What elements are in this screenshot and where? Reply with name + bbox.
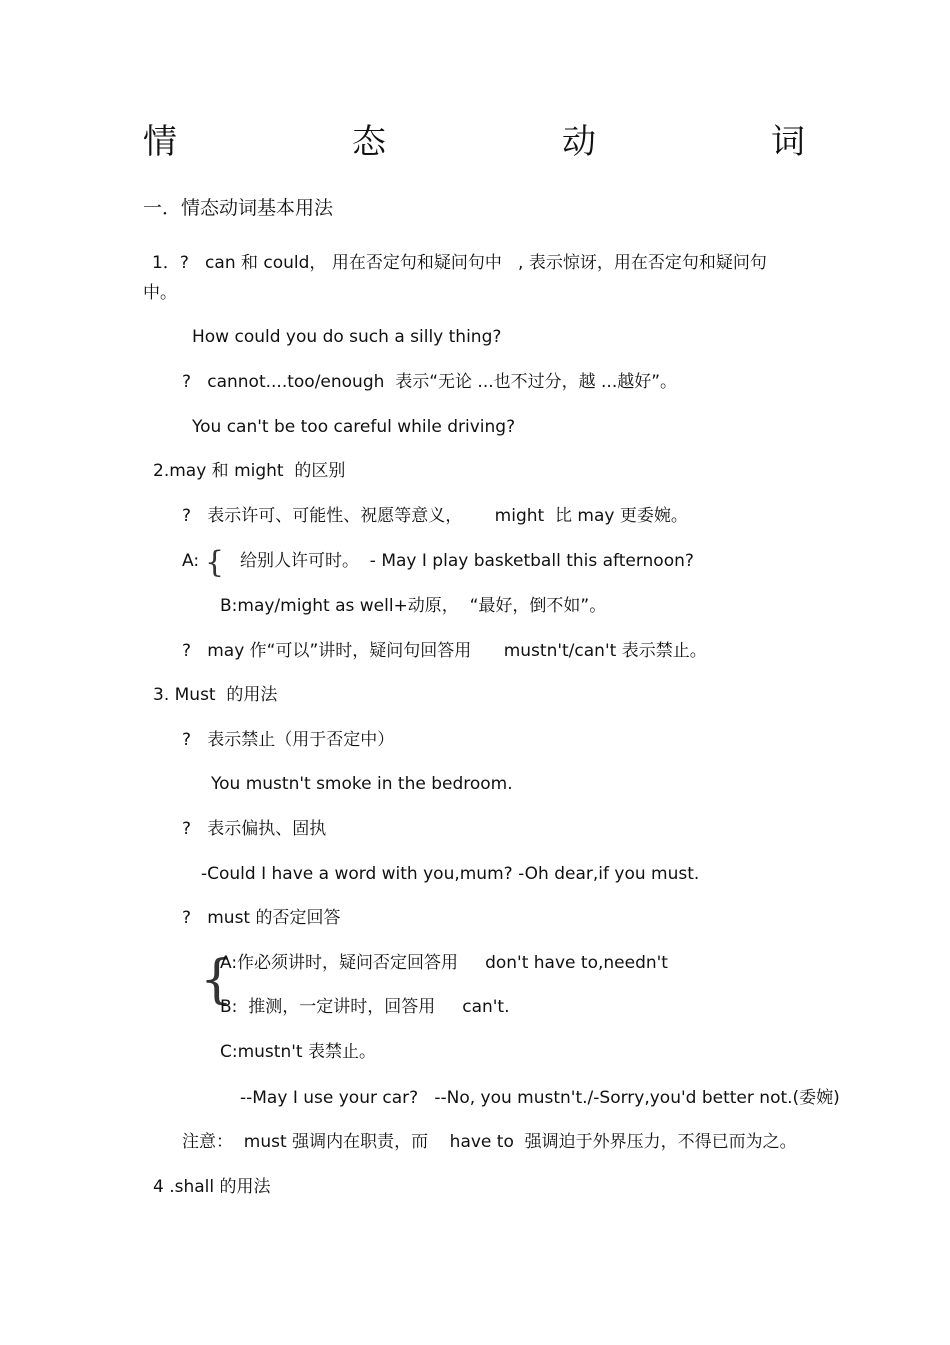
item2-bullet2: ? may 作“可以”讲时，疑问句回答用 mustn't/can't 表示禁止。 bbox=[182, 641, 707, 661]
item3-bullet1: ? 表示禁止（用于否定中） bbox=[182, 730, 395, 750]
item1-example1: How could you do such a silly thing? bbox=[192, 327, 502, 347]
item1-line2: 中。 bbox=[143, 283, 177, 303]
title-char-3: 动 bbox=[562, 122, 596, 162]
item3-example2: -Could I have a word with you,mum? -Oh dear,if you must. bbox=[201, 864, 700, 884]
item4-heading: 4 .shall 的用法 bbox=[153, 1177, 271, 1197]
section-heading: 一．情态动词基本用法 bbox=[143, 197, 334, 219]
item3-a-text: A:作必须讲时，疑问否定回答用 don't have to,needn't bbox=[220, 953, 668, 973]
brace-icon: { bbox=[205, 545, 225, 580]
item3-example1: You mustn't smoke in the bedroom. bbox=[211, 774, 513, 794]
brace-icon: { bbox=[200, 950, 234, 1010]
item3-note: 注意： must 强调内在职责，而 have to 强调迫于外界压力，不得已而为之。 bbox=[182, 1132, 797, 1152]
item2-a-text: 给别人许可时。 - May I play basketball this afternoon? bbox=[240, 551, 694, 571]
item2-b-text: B:may/might as well+动原， “最好，倒不如”。 bbox=[220, 596, 607, 616]
item2-bullet1: ? 表示许可、可能性、祝愿等意义， might 比 may 更委婉。 bbox=[182, 506, 688, 526]
item1-bullet2: ? cannot....too/enough 表示“无论 ...也不过分，越 ...越好”。 bbox=[182, 372, 678, 392]
item3-bullet3: ? must 的否定回答 bbox=[182, 908, 341, 928]
item2-heading: 2.may 和 might 的区别 bbox=[153, 461, 346, 481]
item3-example3: --May I use your car? --No, you mustn't./-Sorry,you'd better not.(委婉) bbox=[240, 1088, 840, 1108]
title-char-4: 词 bbox=[771, 122, 805, 162]
item1-example2: You can't be too careful while driving? bbox=[192, 417, 516, 437]
item3-heading: 3. Must 的用法 bbox=[153, 685, 278, 705]
item1-line1: 1．? can 和 could， 用在否定句和疑问句中 , 表示惊讶，用在否定句和疑问句 bbox=[152, 253, 767, 273]
item3-c-text: C:mustn't 表禁止。 bbox=[220, 1042, 376, 1062]
title-char-2: 态 bbox=[352, 122, 386, 162]
item3-b-text: B: 推测，一定讲时，回答用 can't. bbox=[220, 997, 510, 1017]
item3-bullet2: ? 表示偏执、固执 bbox=[182, 819, 327, 839]
item2-a-label: A: bbox=[182, 551, 200, 571]
title-char-1: 情 bbox=[143, 122, 177, 162]
